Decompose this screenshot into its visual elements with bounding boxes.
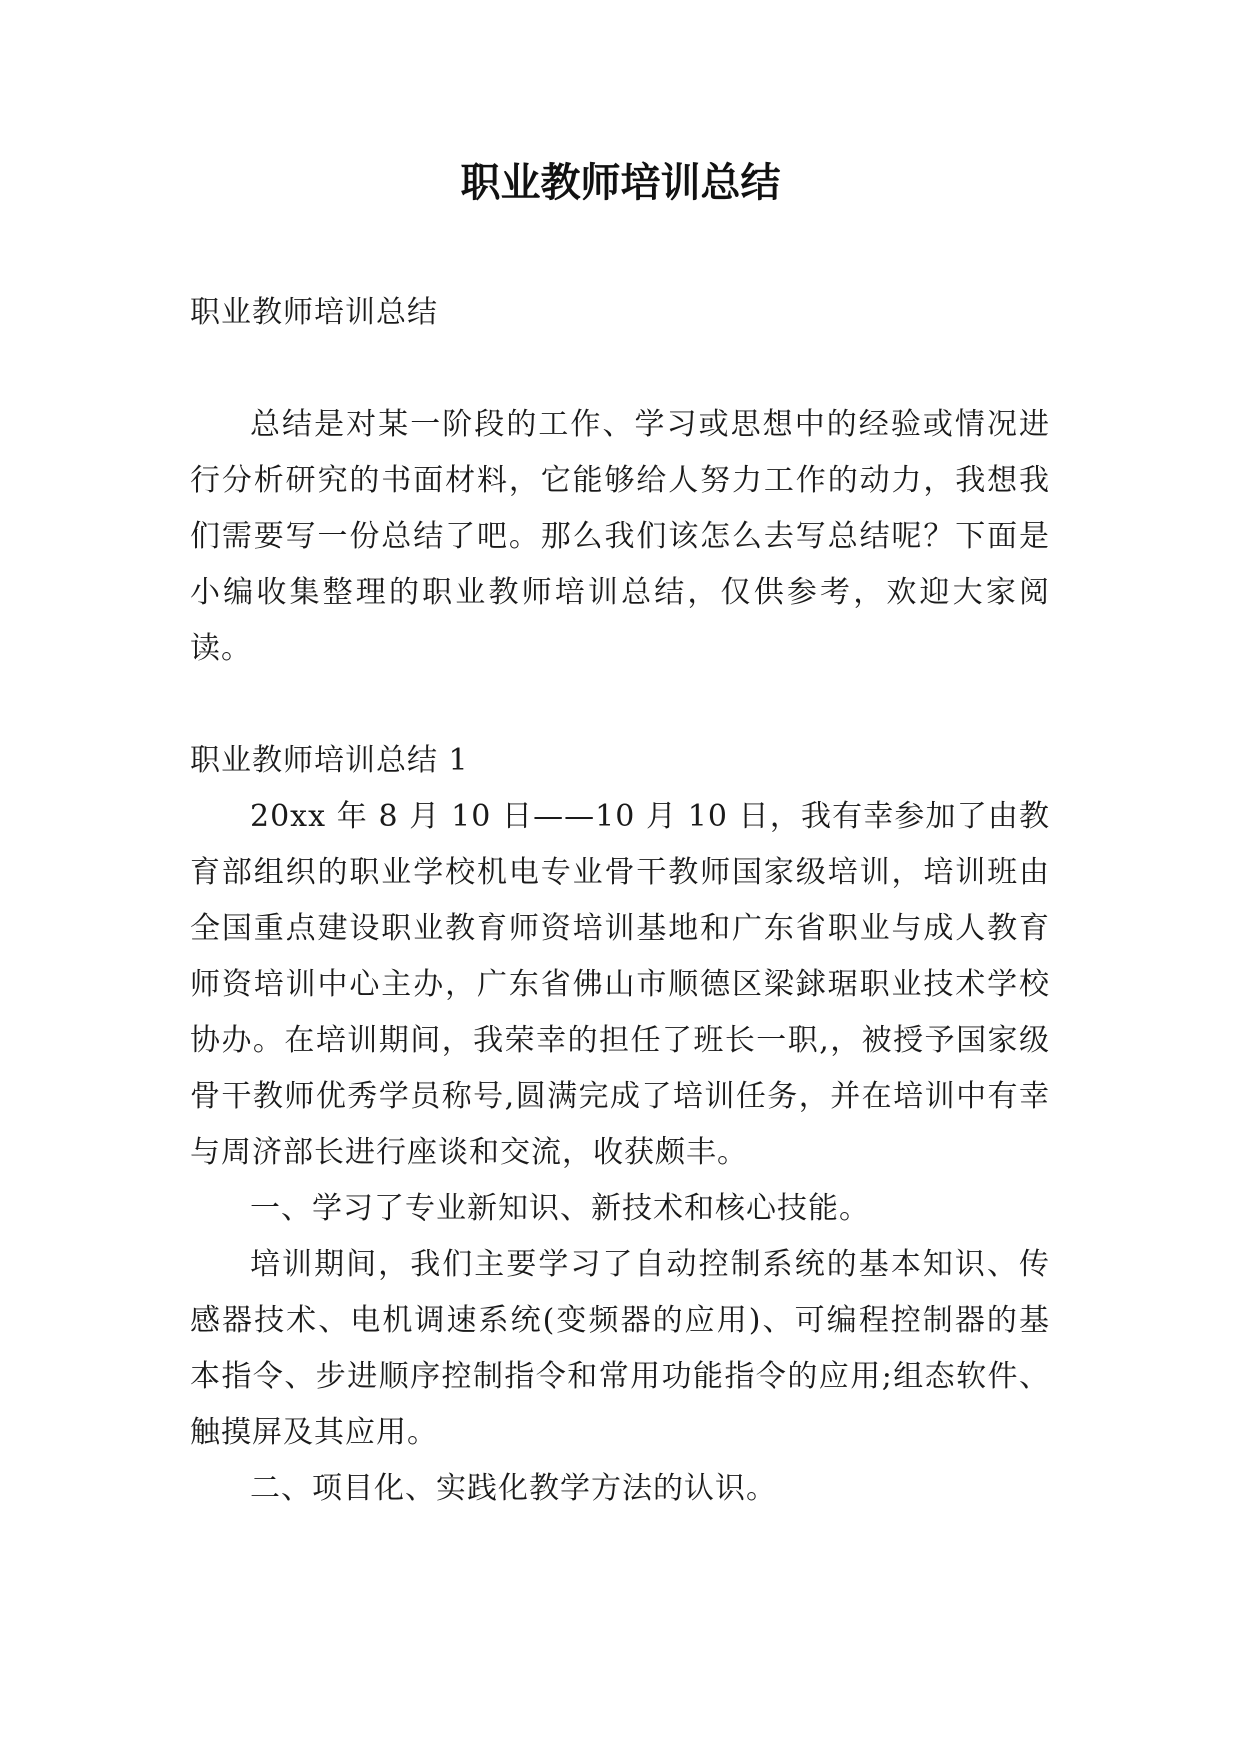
subheading-one: 一、学习了专业新知识、新技术和核心技能。 [250,1191,870,1226]
document-subtitle: 职业教师培训总结 [190,295,438,330]
body-paragraph: 培训期间，我们主要学习了自动控制系统的基本知识、传感器技术、电机调速系统(变频器的应用)、可编程控制器的基本指令、步进顺序控制指令和常用功能指令的应用;组态软件、触摸屏及其应用。 [190,1247,1050,1450]
document-body [190,285,1050,1517]
section-heading: 职业教师培训总结 1 [190,743,469,778]
intro-paragraph: 总结是对某一阶段的工作、学习或思想中的经验或情况进行分析研究的书面材料，它能够给人努力工作的动力，我想我们需要写一份总结了吧。那么我们该怎么去写总结呢？下面是小编收集整理的职业教师培训总结，仅供参考，欢迎大家阅读。 [190,407,1050,666]
document-title: 职业教师培训总结 [460,159,781,206]
subheading-two: 二、项目化、实践化教学方法的认识。 [250,1471,777,1506]
body-paragraph: 20xx 年 8 月 10 日——10 月 10 日，我有幸参加了由教育部组织的职业学校机电专业骨干教师国家级培训，培训班由全国重点建设职业教育师资培训基地和广东省职业与成人教育师资培训中心主办，广东省佛山市顺德区梁銶琚职业技术学校协办。在培训期间，我荣幸的担任了班长一职,，被授予国家级骨干教师优秀学员称号,圆满完成了培训任务，并在培训中有幸与周济部长进行座谈和交流，收获颇丰。 [190,799,1050,1170]
